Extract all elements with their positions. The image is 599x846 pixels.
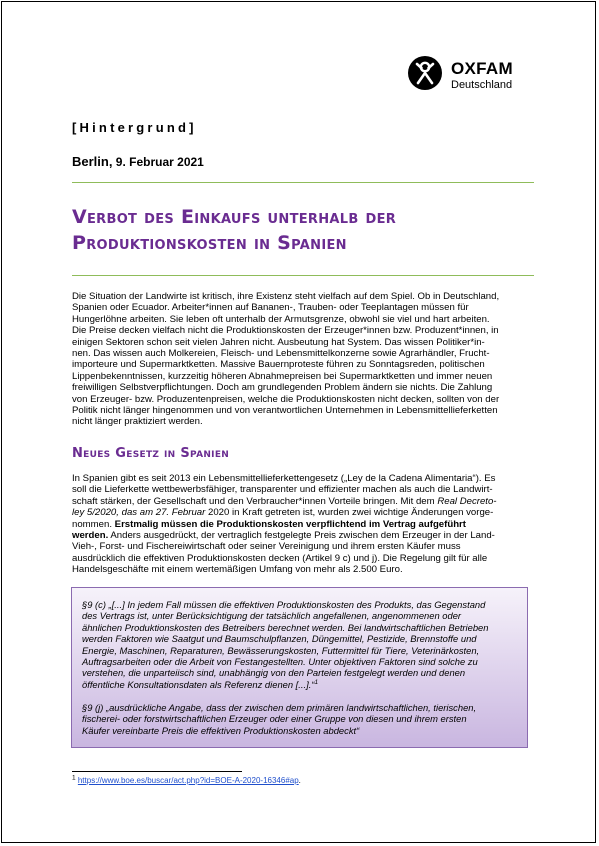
law-bold: Erstmalig müssen die Produktionskosten verpflichtend im Vertrag aufgeführt [114,518,466,530]
law-line [72,507,534,518]
section-tag: [Hintergrund] [72,120,197,135]
oxfam-logo [408,56,518,96]
intro-line: einigen Sektoren schon seit vielen Jahren nicht. Ausbeutung hat System. Das wissen Politiker*in- [72,336,485,348]
footnote-number: 1 [72,774,76,782]
intro-line: importeure und Supermarktketten. Massive Bauernproteste führen zu Sonntagsreden, politischen [72,359,485,371]
quote-line: werden Faktoren wie Saatgut und Baumschulpflanzen, Düngemittel, Pestizide, Brennstoffe und [82,633,477,645]
law-text: 2020 in Kraft getreten ist, wurden zwei wichtige Änderungen vorge- [205,507,494,519]
intro-line: Politik nicht länger hingenommen und von verantwortlichen Unternehmen in Lebensmittellieferketten [72,405,498,417]
dateline-date: 9. Februar 2021 [112,155,204,169]
law-paragraph [72,473,534,576]
intro-line: Lippenbekenntnissen, kurzzeitig höheren Abnahmepreisen bei Supermarktketten und immer neuen [72,370,493,382]
oxfam-logo-icon [408,56,442,90]
law-line [72,496,534,507]
quote-line: fischerei- oder forstwirtschaftlichen Erzeuger oder einer Gruppe von diesen und ihrem ersten [82,713,467,725]
footnote-separator [72,771,242,772]
intro-line: freiwilligen Selbstverpflichtungen. Doch am grundlegenden Problem ändern sie nichts. Die Zahlung [72,382,493,394]
intro-line: nen. Das wissen auch Molkereien, Fleisch- und Lebensmittelkonzerne sowie Agrarhändler, Frucht- [72,348,490,360]
title-line-2: Produktionskosten in Spanien [72,232,347,254]
quote-line [82,679,518,690]
quote-paragraph-9c [82,599,518,690]
footnote [72,776,301,785]
logo-brand: OXFAM [451,59,513,78]
logo-sub: Deutschland [451,79,513,91]
law-line: soll die Lieferkette wettbewerbsfähiger, transparenter und effizienter machen als auch die Landwirt- [72,484,493,496]
intro-line: Die Preise decken vielfach nicht die Produktionskosten der Erzeuger*innen bzw. Produzent*innen, in [72,325,499,337]
law-text: nommen. [72,518,115,530]
quote-text: öffentliche Konsultationsdaten als Referenz dienen [...].“ [82,678,315,690]
intro-line: Spanien oder Ecuador. Arbeiter*innen auf Bananen-, Trauben- oder Teeplantagen müssen für [72,302,469,314]
quote-paragraph-9j [82,702,518,736]
intro-paragraph [72,291,534,428]
quote-line: §9 (c) „[...] In jedem Fall müssen die effektiven Produktionskosten des Produkts, das Gegenstand [82,599,486,610]
quote-line: §9 (j) „ausdrückliche Angabe, dass der zwischen dem primären landwirtschaftlichen, tierischen, [82,702,477,713]
divider-bottom [72,275,534,276]
law-line [72,519,534,530]
footnote-ref[interactable]: 1 [314,678,319,686]
intro-line: nicht länger praktiziert werden. [72,416,203,428]
intro-line: von Erzeuger- bzw. Produzentenpreisen, welche die Produktionskosten nicht decken, sollten von der [72,393,500,405]
quote-line: Käufer vereinbarte Preis die effektiven Produktionskosten abdeckt“ [82,724,360,736]
quote-line: verstehen, die unparteiisch sind, unabhängig von den Parteien festgelegt werden und denen [82,667,466,679]
quote-line: Auftragsarbeiten oder die Arbeit von Festangestellten. Unter objektiven Faktoren sind solche zu [82,656,478,668]
intro-line: Hungerlöhne arbeiten. Sie leben oft unterhalb der Armutsgrenze, obwohl sie viel und hart arbeiten. [72,313,490,325]
law-text: Anders ausgedrückt, der vertraglich festgelegte Preis zwischen dem Erzeuger in der Land- [108,530,495,542]
quote-line: Energie, Maschinen, Reparaturen, Bewässerungskosten, Futtermittel für Tiere, Veterinärkosten, [82,644,480,656]
footnote-link[interactable]: https://www.boe.es/buscar/act.php?id=BOE-A-2020-16346#ap [77,776,299,785]
law-line: Handelsgeschäfte mit einem wertemäßigen Umfang von mehr als 2.500 Euro. [72,564,403,576]
law-line: Vieh-, Forst- und Fischereiwirtschaft oder seiner Vereinigung und ihrem ersten Käufer muss [72,541,461,553]
law-line: In Spanien gibt es seit 2013 ein Lebensmittellieferkettengesetz („Ley de la Cadena Alimentaria“). Es [72,473,496,484]
section-heading: Neues Gesetz in Spanien [72,446,230,461]
law-line [72,530,534,541]
quote-line: des Vertrags ist, unter Berücksichtigung der tatsächlich angefallenen, angenommenen oder [82,610,462,622]
law-text: schaft stärken, der Gesellschaft und den Verbraucher*innen Vorteile bringen. Mit dem [72,495,438,507]
law-italic: Real Decreto- [437,495,497,507]
quote-box [71,587,528,748]
divider-top [72,182,534,183]
law-line: ausdrücklich die effektiven Produktionskosten decken (Artikel 9 c) und j). Die Regelung gilt für alle [72,552,488,564]
law-bold: werden. [72,530,109,542]
law-italic: ley 5/2020, das am 27. Februar [72,507,206,519]
quote-line: ähnlichen Produktionskosten des Betreibers berechnet werden. Bei landwirtschaftlichen Betrieben [82,621,489,633]
dateline [72,154,204,169]
title-line-1: Verbot des Einkaufs unterhalb der [72,206,397,228]
intro-line: Die Situation der Landwirte ist kritisch, ihre Existenz steht vielfach auf dem Spiel. Ob in Deutschland, [72,291,500,302]
page-title [72,204,542,256]
dateline-city: Berlin, [72,154,113,169]
footnote-trail: . [298,776,301,785]
